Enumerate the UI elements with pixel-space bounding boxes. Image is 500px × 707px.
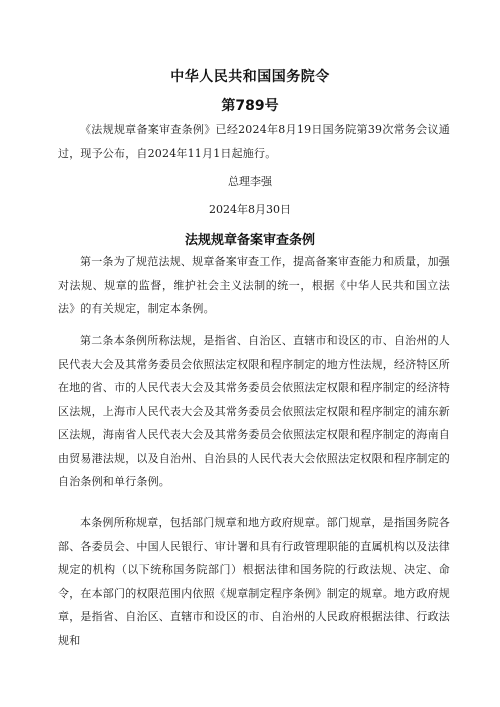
law-title: 法规规章备案审查条例 <box>184 233 315 248</box>
order-issuer: 中华人民共和国国务院令 <box>170 69 330 85</box>
signatory: 总理李强 <box>228 175 272 188</box>
article-2: 第二条本条例所称法规，是指省、自治区、直辖市和设区的市、自治州的人民代表大会及其常务委员会依照法定权限和程序制定的地方性法规，经济特区所在地的省、市的人民代表大会及其常务委员会依照法定权限和程序制定的经济特区法规，上海市人民代表大会及其常务委员会依照法定权限和程序制定的浦东新区法规，海南省人民代表大会及其常务委员会依照法定权限和程序制定的海南自由贸易港法规，以及自治州、自治县的人民代表大会依照法定权限和程序制定的自治条例和单行条例。 <box>58 334 450 488</box>
article-2-rules-paragraph: 本条例所称规章，包括部门规章和地方政府规章。部门规章，是指国务院各部、各委员会、中国人民银行、审计署和具有行政管理职能的直属机构以及法律规定的机构（以下统称国务院部门）根据法律和国务院的行政法规、决定、命令，在本部门的权限范围内依照《规章制定程序条例》制定的规章。地方政府规章，是指省、自治区、直辖市和设区的市、自治州的人民政府根据法律、行政法规和 <box>58 516 450 647</box>
signing-date: 2024年8月30日 <box>209 203 291 216</box>
order-number: 第789号 <box>221 98 279 114</box>
promulgation-paragraph: 《法规规章备案审查条例》已经2024年8月19日国务院第39次常务会议通过，现予公布，自2024年11月1日起施行。 <box>58 123 450 160</box>
article-1: 第一条为了规范法规、规章备案审查工作，提高备案审查能力和质量，加强对法规、规章的监督，维护社会主义法制的统一，根据《中华人民共和国立法法》的有关规定，制定本条例。 <box>58 255 450 315</box>
